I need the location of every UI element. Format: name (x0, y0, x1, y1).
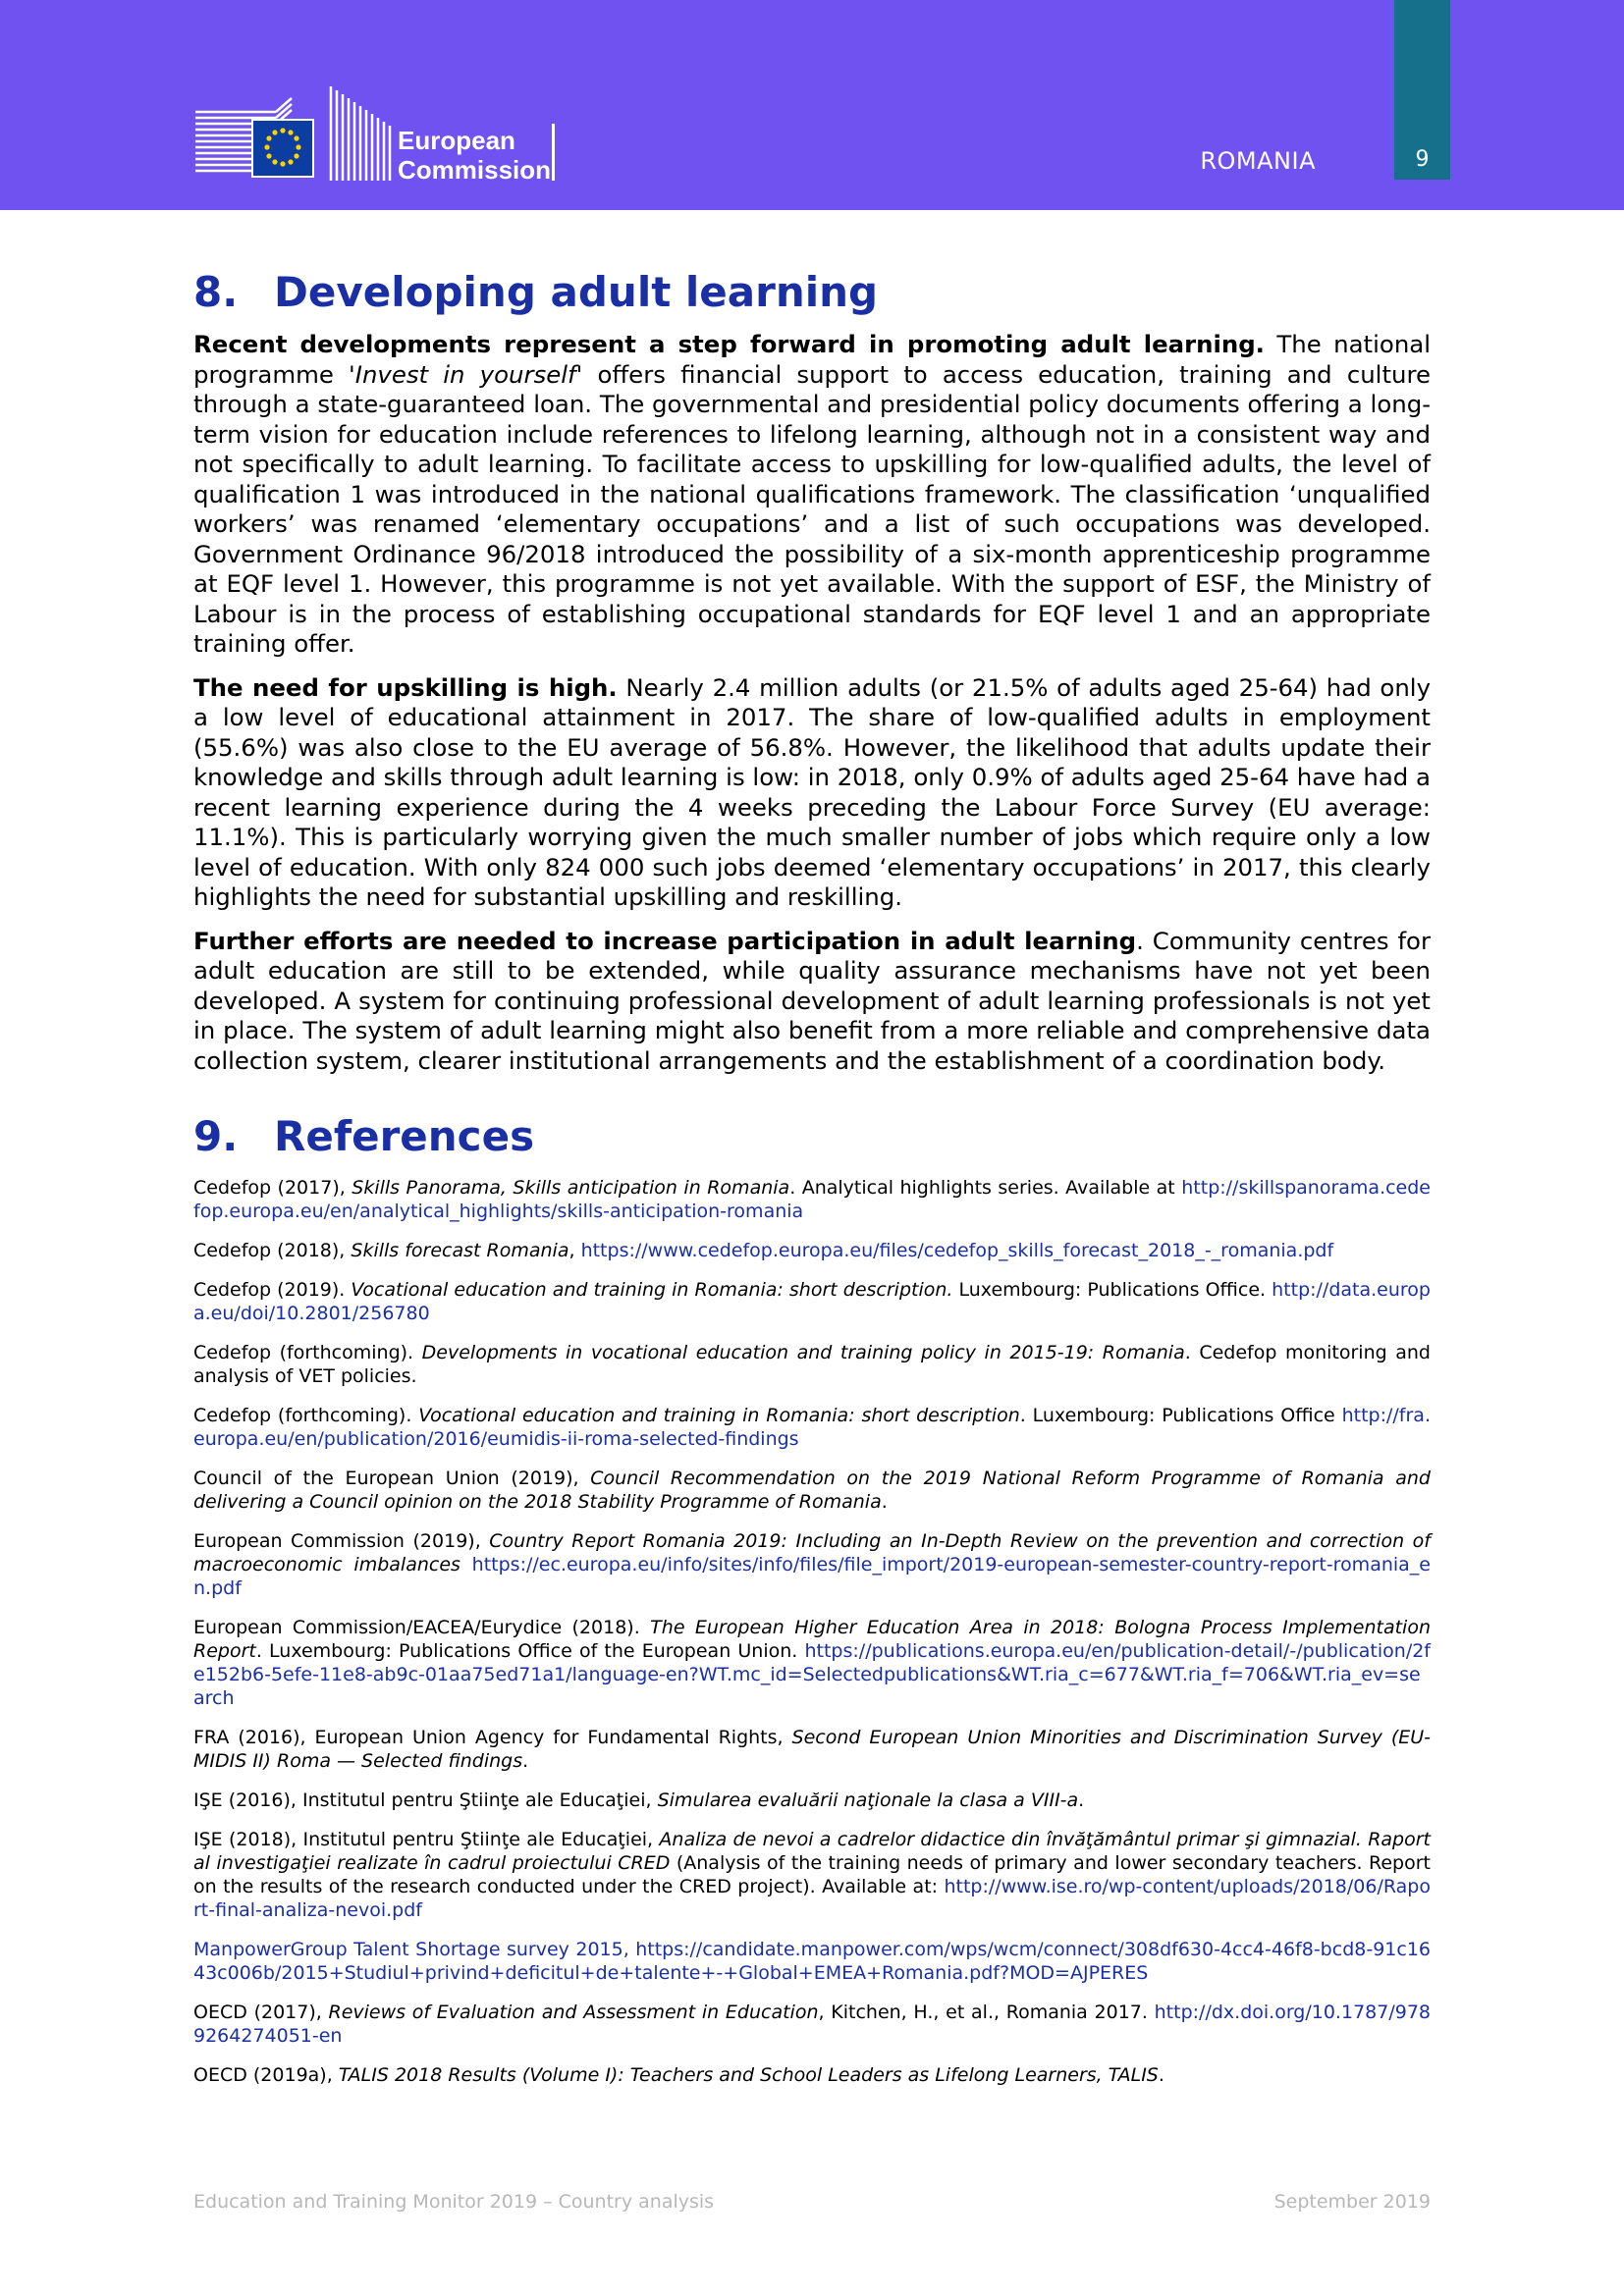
ref-link[interactable]: ManpowerGroup Talent Shortage survey 2015, https://candidate.manpower.com/wps/wcm/connect/308df630-4cc4-46f8-bcd8-91c1643c006b/2015+Studiul+privind+deficitul+de+talente+-+Global+EMEA+Romania.pdf?MOD=AJPERES (193, 1939, 1431, 1984)
paragraph-1 (193, 330, 1431, 660)
ref-author: OECD (2019a), (193, 2064, 339, 2086)
main-content (193, 261, 1431, 2103)
ref-link[interactable]: http://dx.doi.org/10.1787/9789264274051-en (193, 2002, 1431, 2047)
ref-details: . Luxembourg: Publications Office (1019, 1405, 1342, 1426)
reference-item (193, 1239, 1431, 1262)
ref-author: OECD (2017), (193, 2002, 329, 2023)
ref-link[interactable]: http://fra.europa.eu/en/publication/2016/eumidis-ii-roma-selected-findings (193, 1405, 1431, 1450)
ref-details (460, 1554, 472, 1575)
section-8-number: 8. (193, 267, 239, 316)
reference-item (193, 1828, 1431, 1922)
ref-author: FRA (2016), European Union Agency for Fundamental Rights, (193, 1727, 792, 1748)
ref-title: Second European Union Minorities and Discrimination Survey (EU-MIDIS II) Roma — Selected findings (193, 1727, 1431, 1772)
paragraph-3 (193, 927, 1431, 1077)
ref-author: Cedefop (forthcoming). (193, 1405, 419, 1426)
paragraph-3-text: . Community centres for adult education are still to be extended, while quality assurance mechanisms have not yet been developed. A system for continuing professional development of adult learning professionals is not yet in place. The system of adult learning might also benefit from a more reliable and comprehensive data collection system, clearer institutional arrangements and the establishment of a coordination body. (193, 926, 1432, 1075)
reference-item (193, 2001, 1431, 2048)
ref-details: , (568, 1240, 581, 1261)
ref-author: Cedefop (forthcoming). (193, 1342, 422, 1363)
ref-details: . Cedefop monitoring and analysis of VET policies. (193, 1342, 1431, 1387)
ref-title: Analiza de nevoi a cadrelor didactice din învăţământul primar şi gimnazial. Raport al investigaţiei realizate în cadrul proiectului CRED (193, 1829, 1431, 1874)
footer-date: September 2019 (1273, 2191, 1431, 2213)
ref-details: (Analysis of the training needs of primary and lower secondary teachers. Report on the results of the research conducted under the CRED project). Available at: (193, 1852, 1432, 1897)
ref-details: . (1158, 2064, 1164, 2086)
reference-item (193, 1278, 1431, 1325)
ref-link[interactable]: http://skillspanorama.cedefop.europa.eu/en/analytical_highlights/skills-anticipation-romania (193, 1177, 1431, 1222)
reference-item (193, 1404, 1431, 1451)
section-9-title: References (274, 1111, 535, 1160)
reference-item (193, 1789, 1431, 1812)
ref-author: IŞE (2018), Institutul pentru Ştiinţe ale Educaţiei, (193, 1829, 660, 1850)
ref-title: Reviews of Evaluation and Assessment in Education (328, 2002, 819, 2023)
section-8-title: Developing adult learning (274, 267, 879, 316)
ref-details: . Analytical highlights series. Available at (789, 1177, 1182, 1199)
page-footer (193, 2191, 1431, 2213)
ref-author: IŞE (2016), Institutul pentru Ştiinţe ale Educaţiei, (193, 1789, 658, 1811)
reference-item (193, 2063, 1431, 2087)
ref-title: Country Report Romania 2019: Including an In-Depth Review on the prevention and correction of macroeconomic imbalances (193, 1530, 1431, 1575)
european-commission-logo (193, 84, 395, 183)
ref-author: European Commission (2019), (193, 1530, 490, 1552)
reference-item (193, 1529, 1431, 1600)
section-8-heading (193, 261, 1431, 322)
paragraph-1-lead: Recent developments represent a step forward in promoting adult learning. (193, 330, 1265, 358)
ref-details: . (1078, 1789, 1085, 1811)
ref-title: TALIS 2018 Results (Volume I): Teachers and School Leaders as Lifelong Learners, TALIS (338, 2064, 1159, 2086)
reference-list (193, 1176, 1431, 2087)
reference-item (193, 1341, 1431, 1388)
ref-details: . (881, 1491, 888, 1513)
ref-details: . Luxembourg: Publications Office of the European Union. (255, 1640, 805, 1662)
reference-item (193, 1176, 1431, 1223)
ref-title: Simularea evaluării naţionale la clasa a VIII-a (657, 1789, 1079, 1811)
ref-details: . (522, 1750, 529, 1772)
section-9-heading (193, 1105, 1431, 1166)
logo-wordmark (398, 126, 551, 185)
ref-title: Skills forecast Romania (351, 1240, 569, 1261)
paragraph-2-lead: The need for upskilling is high. (193, 672, 618, 702)
reference-item (193, 1726, 1431, 1773)
ref-title: Developments in vocational education and training policy in 2015-19: Romania (421, 1342, 1185, 1363)
ref-title: Council Recommendation on the 2019 National Reform Programme of Romania and delivering a Council opinion on the 2018 Stability Programme of Romania (193, 1468, 1431, 1513)
ref-author: Cedefop (2017), (193, 1177, 352, 1199)
ref-link[interactable]: http://data.europa.eu/doi/10.2801/256780 (193, 1279, 1431, 1324)
paragraph-3-lead: Further efforts are needed to increase participation in adult learning (193, 926, 1137, 955)
logo-divider (552, 124, 555, 181)
page-number: 9 (1415, 147, 1430, 172)
reference-item (193, 1938, 1431, 1985)
paragraph-2-text: Nearly 2.4 million adults (or 21.5% of adults aged 25-64) had only a low level of educational attainment in 2017. The share of low-qualified adults in employment (55.6%) was also close to the EU average of 56.8%. However, the likelihood that adults update their knowledge and skills through adult learning is low: in 2018, only 0.9% of adults aged 25-64 have had a recent learning experience during the 4 weeks preceding the Labour Force Survey (EU average: 11.1%). This is particularly worrying given the much smaller number of jobs which require only a low level of education. With only 824 000 such jobs deemed ‘elementary occupations’ in 2017, this clearly highlights the need for substantial upskilling and reskilling. (193, 672, 1432, 911)
paragraph-1-italic: 'Invest in yourself' (349, 359, 583, 389)
ref-title: The European Higher Education Area in 2018: Bologna Process Implementation Report (193, 1617, 1431, 1662)
paragraph-1-text-b: offers financial support to access education, training and culture through a state-guaranteed loan. The governmental and presidential policy documents offering a long-term vision for education include references to lifelong learning, although not in a consistent way and not specifically to adult learning. To facilitate access to upskilling for low-qualified adults, the level of qualification 1 was introduced in the national qualifications framework. The classification ‘unqualified workers’ was renamed ‘elementary occupations’ and a list of such occupations was developed. Government Ordinance 96/2018 introduced the possibility of a six-month apprenticeship programme at EQF level 1. However, this programme is not yet available. With the support of ESF, the Ministry of Labour is in the process of establishing occupational standards for EQF level 1 and an appropriate training offer. (193, 359, 1431, 658)
ref-link[interactable]: http://www.ise.ro/wp-content/uploads/2018/06/Raport-final-analiza-nevoi.pdf (193, 1876, 1431, 1921)
section-9-number: 9. (193, 1111, 239, 1160)
reference-item (193, 1467, 1431, 1514)
ref-author: Cedefop (2018), (193, 1240, 352, 1261)
logo-line-1: European (398, 126, 515, 155)
ref-details: Luxembourg: Publications Office. (952, 1279, 1272, 1301)
reference-item (193, 1616, 1431, 1710)
ref-link[interactable]: https://ec.europa.eu/info/sites/info/files/file_import/2019-european-semester-country-report-romania_en.pdf (193, 1554, 1431, 1599)
ref-title: Vocational education and training in Romania: short description (418, 1405, 1020, 1426)
ref-author: Council of the European Union (2019), (193, 1468, 591, 1489)
paragraph-2 (193, 673, 1431, 913)
ref-author: Cedefop (2019). (193, 1279, 352, 1301)
logo-line-2: Commission (398, 155, 552, 185)
country-label: ROMANIA (1200, 147, 1316, 175)
ref-title: Vocational education and training in Romania: short description. (351, 1279, 953, 1301)
paragraph-1-text-a: The national programme (193, 330, 1431, 389)
ref-author: European Commission/EACEA/Eurydice (2018). (193, 1617, 651, 1638)
ref-details: , Kitchen, H., et al., Romania 2017. (818, 2002, 1155, 2023)
ref-link[interactable]: https://publications.europa.eu/en/publication-detail/-/publication/2fe152b6-5efe-11e8-ab9c-01aa75ed71a1/language-en?WT.mc_id=Selectedpublications&WT.ria_c=677&WT.ria_f=706&WT.ria_ev=search (193, 1640, 1431, 1709)
ref-title: Skills Panorama, Skills anticipation in Romania (352, 1177, 790, 1199)
footer-publication: Education and Training Monitor 2019 – Country analysis (193, 2191, 715, 2213)
ref-link[interactable]: https://www.cedefop.europa.eu/files/cedefop_skills_forecast_2018_-_romania.pdf (580, 1240, 1334, 1261)
